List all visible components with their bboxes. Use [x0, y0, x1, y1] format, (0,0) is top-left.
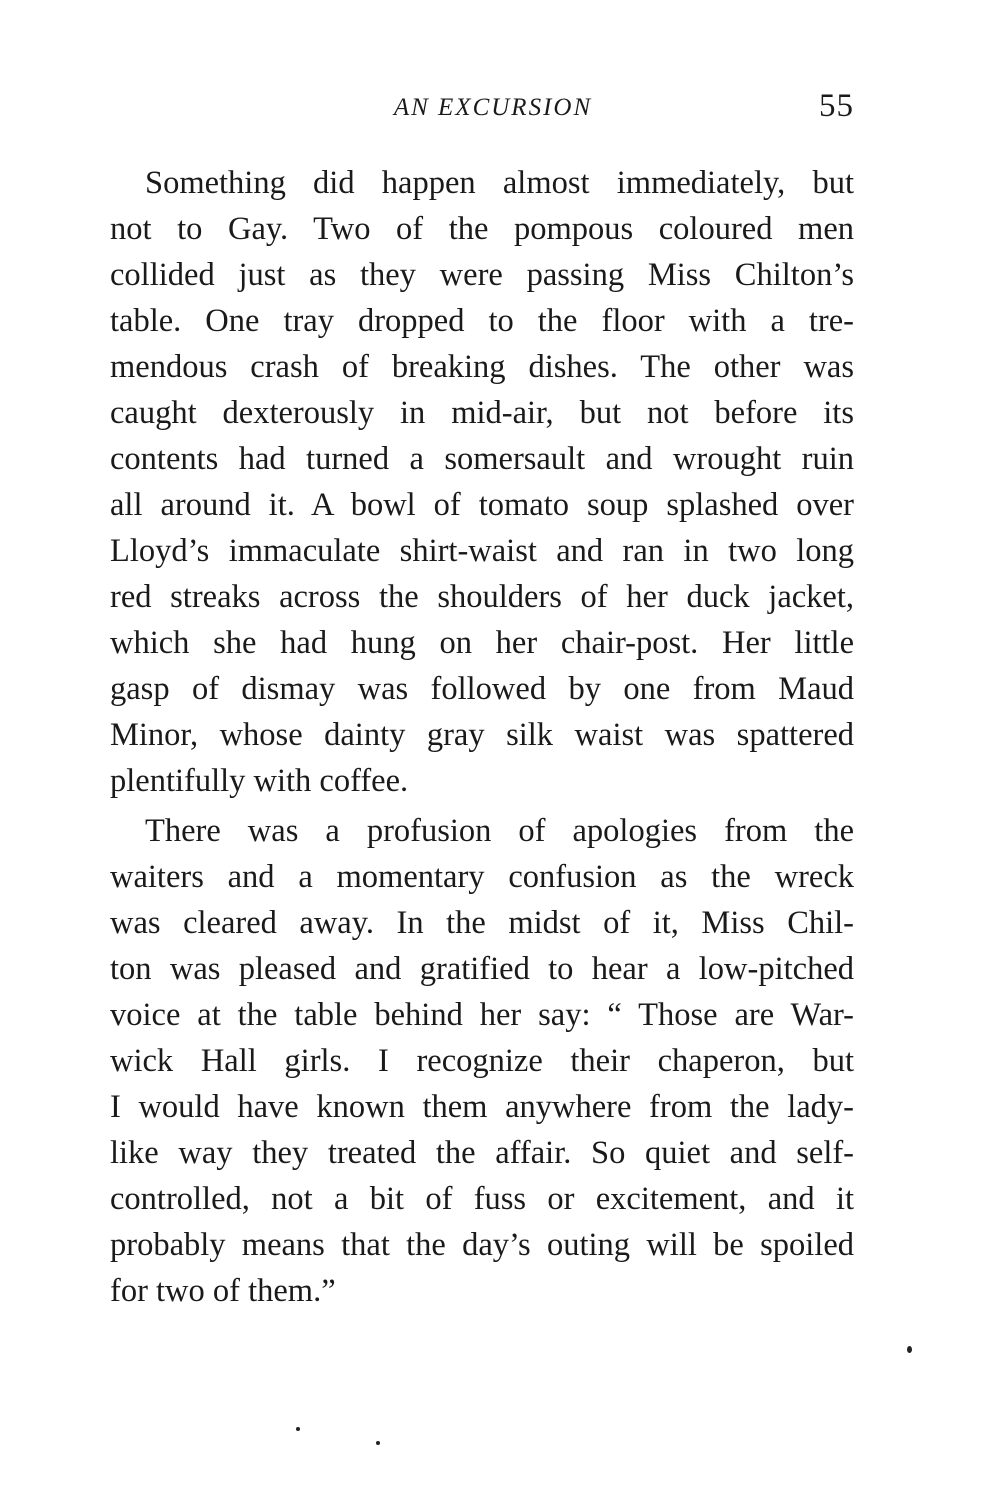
- text-line: plentifully with coffee.: [110, 763, 409, 799]
- scan-speck: [376, 1441, 380, 1445]
- running-title: AN EXCURSION: [393, 94, 593, 121]
- text-line: caught dexterously in mid-air, but not before its: [110, 395, 854, 431]
- text-line: Lloyd’s immaculate shirt-waist and ran in two long: [110, 533, 854, 569]
- text-line: for two of them.”: [110, 1273, 336, 1309]
- page-number: 55: [819, 88, 854, 124]
- text-line: Something did happen almost immediately, but: [145, 165, 854, 201]
- text-line: probably means that the day’s outing will be spoiled: [110, 1227, 854, 1263]
- text-line: which she had hung on her chair-post. Her little: [110, 625, 854, 661]
- text-line: gasp of dismay was followed by one from Maud: [110, 671, 854, 707]
- running-head: [110, 88, 854, 138]
- text-line: all around it. A bowl of tomato soup splashed over: [110, 487, 854, 523]
- text-line: contents had turned a somersault and wrought ruin: [110, 441, 854, 477]
- text-line: waiters and a momentary confusion as the wreck: [110, 859, 854, 895]
- scan-speck: [907, 1346, 912, 1353]
- text-line: red streaks across the shoulders of her duck jacket,: [110, 579, 854, 615]
- text-line: voice at the table behind her say: “ Those are War-: [110, 997, 854, 1033]
- text-line: controlled, not a bit of fuss or excitement, and it: [110, 1181, 854, 1217]
- text-line: not to Gay. Two of the pompous coloured men: [110, 211, 854, 247]
- text-line: was cleared away. In the midst of it, Miss Chil-: [110, 905, 854, 941]
- text-line: like way they treated the affair. So quiet and self-: [110, 1135, 854, 1171]
- text-line: mendous crash of breaking dishes. The other was: [110, 349, 854, 385]
- text-line: collided just as they were passing Miss Chilton’s: [110, 257, 854, 293]
- text-line: Minor, whose dainty gray silk waist was spattered: [110, 717, 854, 753]
- text-line: There was a profusion of apologies from the: [145, 813, 854, 849]
- text-line: table. One tray dropped to the floor with a tre-: [110, 303, 854, 339]
- text-line: wick Hall girls. I recognize their chaperon, but: [110, 1043, 854, 1079]
- scan-speck: [296, 1427, 300, 1431]
- text-line: ton was pleased and gratified to hear a low-pitched: [110, 951, 854, 987]
- text-line: I would have known them anywhere from the lady-: [110, 1089, 854, 1125]
